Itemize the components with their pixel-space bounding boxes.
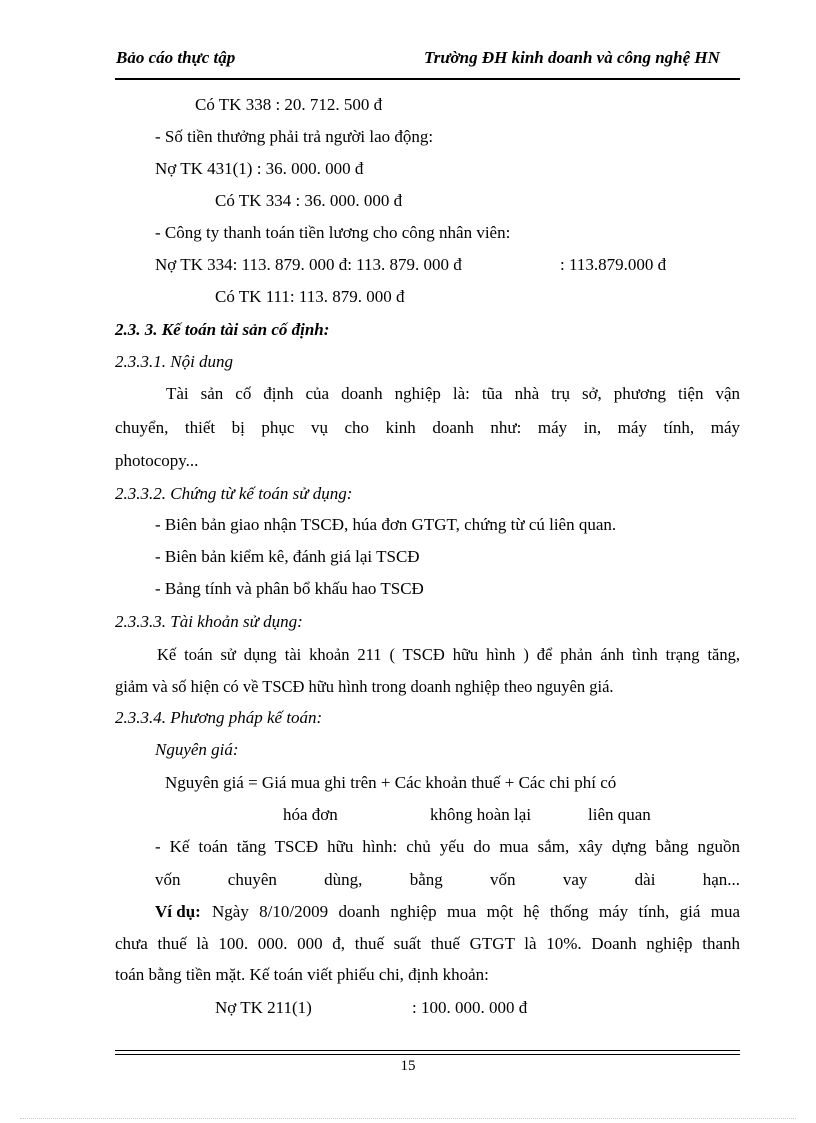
- paragraph-fixed-assets-3: photocopy...: [115, 451, 199, 470]
- footer-rule-bottom: [115, 1054, 740, 1055]
- subheading-2-3-3-4: 2.3.3.4. Phương pháp kế toán:: [115, 708, 323, 727]
- paragraph-increase-1: - Kế toán tăng TSCĐ hữu hình: chủ yếu do mua sắm, xây dựng bằng nguồn: [155, 837, 740, 856]
- example-line-1: Ngày 8/10/2009 doanh nghiệp mua một hệ thống máy tính, giá mua: [212, 902, 740, 921]
- header-left: Bảo cáo thực tập: [116, 48, 236, 67]
- header-rule: [115, 78, 740, 80]
- label-original-cost: Nguyên giá:: [155, 740, 239, 759]
- subheading-2-3-3-3: 2.3.3.3. Tài khoản sử dụng:: [115, 612, 303, 631]
- entry-debit-211: Nợ TK 211(1): [215, 998, 312, 1017]
- entry-debit-334-amount: : 113.879.000 đ: [560, 255, 667, 274]
- paragraph-fixed-assets-2: chuyển, thiết bị phục vụ cho kinh doanh như: máy in, máy tính, máy: [115, 418, 740, 437]
- bullet-salary-payment: - Công ty thanh toán tiền lương cho công nhân viên:: [155, 223, 511, 242]
- page-number: 15: [400, 1058, 416, 1074]
- formula-nonrefundable: không hoàn lại: [430, 805, 532, 824]
- paragraph-increase-2: vốn chuyên dùng, bằng vốn vay dài hạn...: [155, 870, 740, 889]
- entry-debit-334: Nợ TK 334: 113. 879. 000 đ: 113. 879. 000 đ: [155, 255, 462, 274]
- formula-line-1: Nguyên giá = Giá mua ghi trên + Các khoản thuế + Các chi phí có: [165, 773, 617, 792]
- paragraph-fixed-assets-1: Tài sản cố định của doanh nghiệp là: tũa nhà trụ sở, phương tiện vận: [166, 384, 740, 403]
- doc-bullet-3: - Bảng tính và phân bổ khấu hao TSCĐ: [155, 579, 424, 598]
- paragraph-account-211-1: Kế toán sử dụng tài khoản 211 ( TSCĐ hữu hình ) để phản ánh tình trạng tăng,: [157, 645, 740, 664]
- bullet-bonus: - Số tiền thưởng phải trả người lao động:: [155, 127, 434, 146]
- entry-credit-111: Có TK 111: 113. 879. 000 đ: [215, 287, 405, 306]
- formula-related: liên quan: [588, 805, 651, 824]
- section-heading-2-3-3: 2.3. 3. Kế toán tài sản cố định:: [115, 320, 330, 339]
- footer-rule-top: [115, 1050, 740, 1051]
- entry-credit-334: Có TK 334 : 36. 000. 000 đ: [215, 191, 403, 210]
- doc-bullet-1: - Biên bản giao nhận TSCĐ, húa đơn GTGT, chứng từ cú liên quan.: [155, 515, 617, 534]
- subheading-2-3-3-2: 2.3.3.2. Chứng từ kế toán sử dụng:: [115, 484, 353, 503]
- entry-debit-211-amount: : 100. 000. 000 đ: [412, 998, 528, 1017]
- doc-bullet-2: - Biên bản kiểm kê, đánh giá lại TSCĐ: [155, 547, 420, 566]
- example-label: Ví dụ:: [155, 902, 201, 921]
- paragraph-account-211-2: giảm và số hiện có về TSCĐ hữu hình trong doanh nghiệp theo nguyên giá.: [115, 677, 614, 696]
- page-edge-dots: [20, 1118, 796, 1119]
- entry-debit-431: Nợ TK 431(1) : 36. 000. 000 đ: [155, 159, 364, 178]
- example-line-2: chưa thuế là 100. 000. 000 đ, thuế suất thuế GTGT là 10%. Doanh nghiệp thanh: [115, 934, 740, 953]
- example-line-3: toán bằng tiền mặt. Kế toán viết phiếu chi, định khoản:: [115, 965, 489, 984]
- subheading-2-3-3-1: 2.3.3.1. Nội dung: [115, 352, 234, 371]
- header-right: Trường ĐH kinh doanh và công nghệ HN: [424, 48, 720, 67]
- entry-credit-338: Có TK 338 : 20. 712. 500 đ: [195, 95, 383, 114]
- formula-invoice: hóa đơn: [283, 805, 338, 824]
